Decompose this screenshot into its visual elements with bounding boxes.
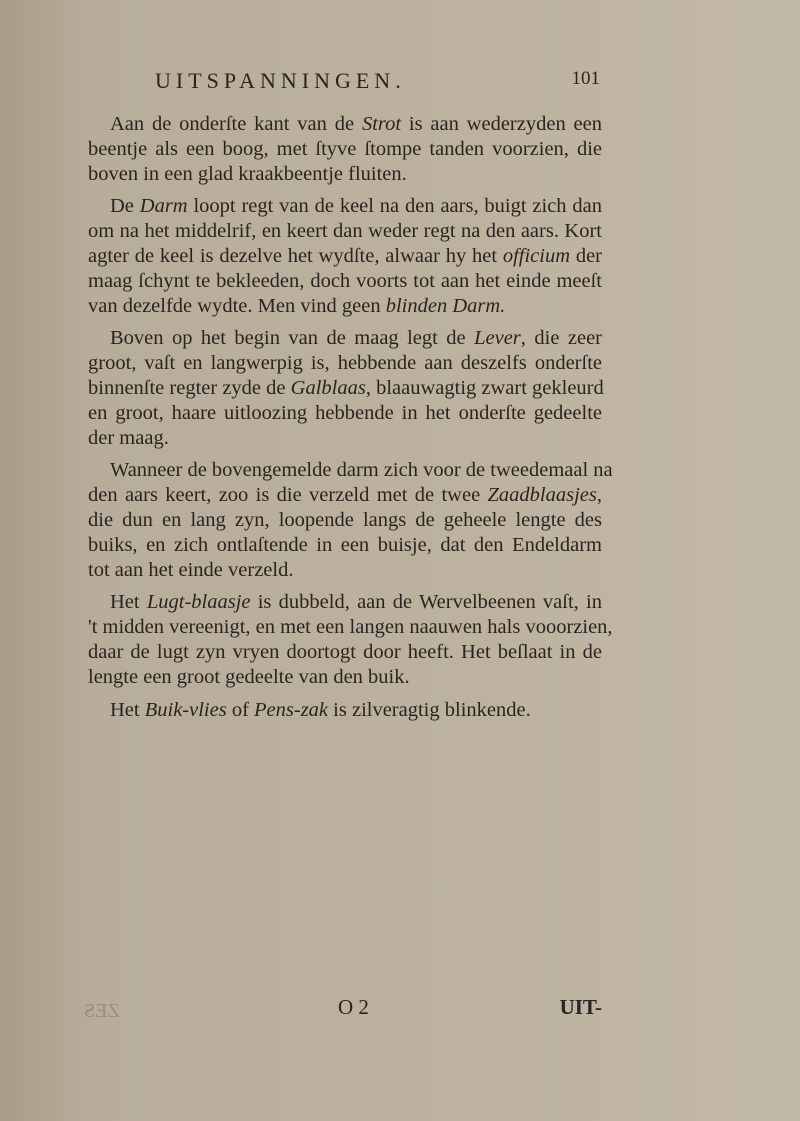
- text-run: Boven op het begin van de maag legt de: [110, 327, 475, 350]
- page-number: 101: [571, 68, 600, 89]
- paragraph: [88, 326, 602, 450]
- text-run: Het: [110, 591, 147, 614]
- text-line: [88, 137, 602, 162]
- italic-term: Pens-zak: [254, 698, 329, 721]
- text-run: buiks, en zich ontlaſtende in een buisje, dat den Endeldarm: [88, 533, 602, 556]
- text-run: is aan wederzyden een: [401, 113, 602, 135]
- text-line: [88, 294, 602, 319]
- body-text: [88, 112, 613, 730]
- text-run: der: [570, 244, 602, 267]
- text-line: [88, 326, 602, 351]
- text-run: die dun en lang zyn, loopende langs de geheele lengte des: [88, 508, 602, 531]
- text-run: groot, vaſt en langwerpig is, hebbende aan deszelfs onderſte: [88, 352, 602, 375]
- signature-mark: O 2: [338, 995, 369, 1019]
- text-run: der maag.: [88, 426, 169, 449]
- text-run: den aars keert, zoo is die verzeld met de twee: [88, 484, 488, 507]
- text-run: maag ſchynt te bekleeden, doch voorts tot aan het einde meeſt: [88, 269, 602, 292]
- italic-term: Darm: [139, 195, 188, 218]
- text-line: [88, 483, 602, 508]
- text-line: [88, 426, 602, 451]
- italic-term: Lugt-blaasje: [146, 591, 251, 614]
- text-line: [88, 162, 602, 187]
- text-run: De: [110, 195, 140, 218]
- paragraph: [88, 698, 602, 723]
- text-line: [88, 269, 602, 294]
- text-line: [88, 590, 602, 615]
- italic-term: Galblaas: [290, 376, 366, 399]
- text-run: Aan de onderſte kant van de: [110, 113, 362, 135]
- show-through-text: ZES: [84, 1000, 120, 1022]
- text-line: [88, 533, 602, 558]
- italic-term: Zaadblaasjes: [487, 484, 597, 507]
- text-run: 't midden vereenigt, en met een langen naauwen hals vooorzien,: [88, 616, 613, 639]
- paragraph: [88, 112, 602, 186]
- text-run: loopt regt van de keel na den aars, buigt zich dan: [187, 195, 603, 218]
- paragraph: [88, 590, 613, 689]
- text-run: van dezelfde wydte. Men vind geen: [88, 294, 386, 317]
- text-run: Het: [110, 698, 145, 721]
- text-line: [88, 640, 602, 665]
- text-line: [88, 508, 602, 533]
- text-line: [88, 458, 613, 483]
- text-run: of: [226, 698, 255, 721]
- text-line: [88, 219, 602, 244]
- text-line: [88, 244, 602, 269]
- text-line: [88, 698, 602, 723]
- running-header: [155, 68, 600, 94]
- paragraph: [88, 194, 602, 318]
- italic-term: officium: [502, 244, 571, 267]
- text-line: [88, 665, 602, 690]
- text-run: Wanneer de bovengemelde darm zich voor de tweedemaal na: [110, 459, 613, 482]
- text-run: , die zeer: [520, 327, 602, 350]
- text-line: [88, 401, 602, 426]
- text-line: [88, 376, 602, 401]
- text-line: [88, 351, 602, 376]
- text-run: lengte een groot gedeelte van den buik.: [88, 665, 410, 688]
- text-run: , blaauwagtig zwart gekleurd: [365, 376, 604, 399]
- text-line: [88, 112, 602, 137]
- italic-term: Buik-vlies: [144, 698, 227, 721]
- text-run: boven in een glad kraakbeentje fluiten.: [88, 162, 407, 185]
- text-run: en groot, haare uitloozing hebbende in het onderſte gedeelte: [88, 401, 602, 424]
- paragraph: [88, 458, 613, 582]
- text-run: agter de keel is dezelve het wydſte, alwaar hy het: [88, 244, 503, 267]
- text-run: binnenſte regter zyde de: [88, 376, 291, 399]
- text-run: is dubbeld, aan de Wervelbeenen vaſt, in: [250, 591, 602, 614]
- text-run: tot aan het einde verzeld.: [88, 558, 294, 581]
- italic-term: Lever: [474, 327, 521, 350]
- running-title: UITSPANNINGEN.: [155, 68, 406, 93]
- text-run: is zilveragtig blinkende.: [328, 698, 531, 721]
- text-run: ,: [596, 484, 602, 507]
- text-run: beentje als een boog, met ſtyve ſtompe tanden voorzien, die: [88, 137, 602, 160]
- text-line: [88, 194, 602, 219]
- text-line: [88, 615, 613, 640]
- text-line: [88, 558, 602, 583]
- text-run: om na het middelrif, en keert dan weder regt na den aars. Kort: [88, 220, 602, 243]
- text-run: daar de lugt zyn vryen doortogt door heeft. Het beſlaat in de: [88, 640, 602, 663]
- italic-term: blinden Darm.: [385, 294, 506, 317]
- italic-term: Strot: [361, 113, 402, 135]
- catchword: UIT-: [559, 995, 602, 1019]
